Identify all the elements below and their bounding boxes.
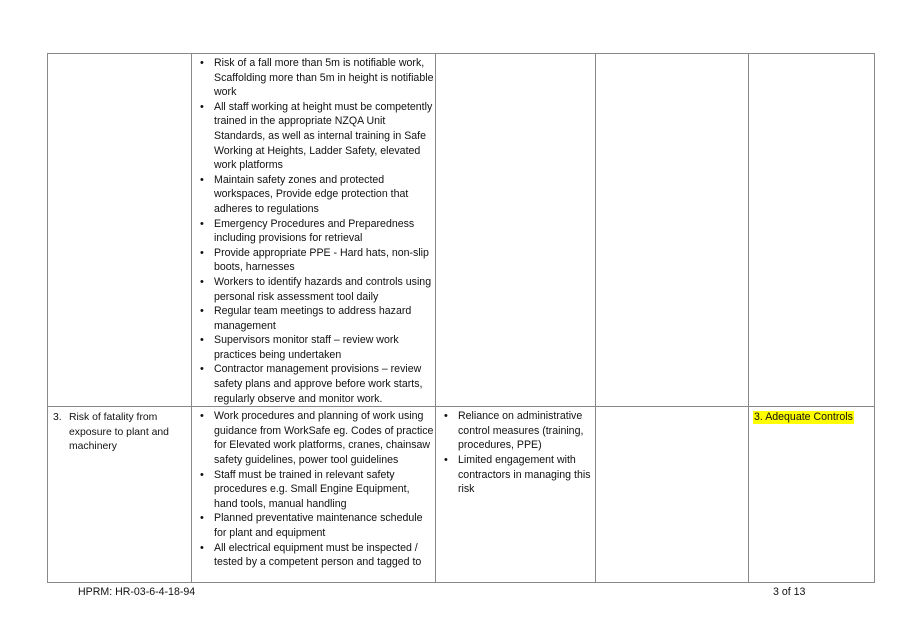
table-row xyxy=(48,407,875,583)
controls-list xyxy=(192,54,435,406)
list-item: • Workers to identify hazards and controls using personal risk assessment tool daily xyxy=(214,275,435,304)
list-item: • Work procedures and planning of work using guidance from WorkSafe eg. Codes of practice for Elevated work platforms, cranes, chainsaw safety guidelines, power tool guidelines xyxy=(214,409,435,467)
empty-cell xyxy=(596,54,749,407)
list-item: • All staff working at height must be competently trained in the appropriate NZQA Unit Standards, as well as internal training in Safe Working at Heights, Ladder Safety, elevated work platforms xyxy=(214,100,435,173)
hazard-cell xyxy=(48,407,192,583)
hazard-number: 3. xyxy=(53,412,62,424)
empty-cell xyxy=(596,407,749,583)
list-item: • Contractor management provisions – review safety plans and approve before work starts, regularly observe and monitor work. xyxy=(214,362,435,406)
list-item: • Provide appropriate PPE - Hard hats, non-slip boots, harnesses xyxy=(214,246,435,275)
list-item: • Planned preventative maintenance schedule for plant and equipment xyxy=(214,511,435,540)
hazard-description xyxy=(48,407,191,455)
hazard-text: Risk of fatality from exposure to plant and machinery xyxy=(69,412,169,453)
rating-cell xyxy=(749,54,875,407)
hazard-cell xyxy=(48,54,192,407)
gaps-cell xyxy=(436,54,596,407)
page-number: 3 of 13 xyxy=(773,586,806,598)
controls-list xyxy=(192,407,435,570)
gaps-list xyxy=(436,407,595,497)
list-item: • Supervisors monitor staff – review work practices being undertaken xyxy=(214,333,435,362)
list-item: • Limited engagement with contractors in managing this risk xyxy=(458,453,595,497)
document-reference: HPRM: HR-03-6-4-18-94 xyxy=(78,586,196,598)
table-row xyxy=(48,54,875,407)
list-item: • Maintain safety zones and protected workspaces, Provide edge protection that adheres to regulations xyxy=(214,173,435,217)
controls-cell xyxy=(192,54,436,407)
gaps-cell xyxy=(436,407,596,583)
list-item: • Regular team meetings to address hazard management xyxy=(214,304,435,333)
rating-cell xyxy=(749,407,875,583)
risk-register-table xyxy=(47,53,875,583)
list-item: • Risk of a fall more than 5m is notifiable work, Scaffolding more than 5m in height is notifiable work xyxy=(214,56,435,100)
list-item: • All electrical equipment must be inspected / tested by a competent person and tagged to xyxy=(214,541,435,570)
rating-badge: 3. Adequate Controls xyxy=(754,411,853,424)
controls-cell xyxy=(192,407,436,583)
list-item: • Reliance on administrative control measures (training, procedures, PPE) xyxy=(458,409,595,453)
list-item: • Emergency Procedures and Preparedness including provisions for retrieval xyxy=(214,217,435,246)
list-item: • Staff must be trained in relevant safety procedures e.g. Small Engine Equipment, hand tools, manual handling xyxy=(214,468,435,512)
